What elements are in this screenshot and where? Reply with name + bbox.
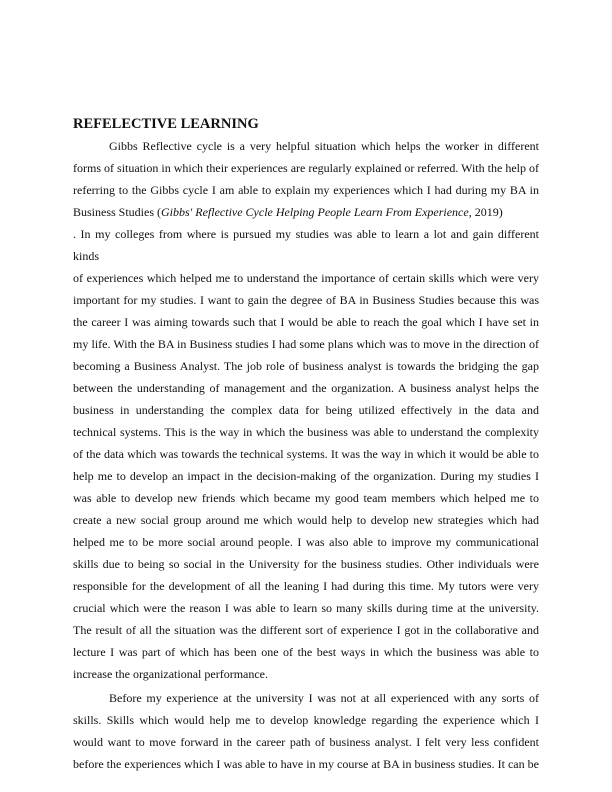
text-line: between the understanding of management and the organization. A business analyst helps the xyxy=(73,381,539,395)
text-line: The result of all the situation was the different sort of experience I got in the collaborative and xyxy=(73,623,539,637)
text-line: lecture I was part of which has been one of the best ways in which the business was able to xyxy=(73,645,539,659)
text-line: crucial which were the reason I was able to learn so many skills during time at the university. xyxy=(73,601,539,615)
text-line: help me to develop an impact in the decision-making of the organization. During my studies I xyxy=(73,469,539,483)
text-line: becoming a Business Analyst. The job role of business analyst is towards the bridging the gap xyxy=(73,359,539,373)
section-heading: REFELECTIVE LEARNING xyxy=(73,116,259,132)
text-line: the career I was aiming towards such that I would be able to reach the goal which I have set in xyxy=(73,315,539,329)
text-line: responsible for the development of all the leaning I had during this time. My tutors were very xyxy=(73,579,539,593)
text-line: referring to the Gibbs cycle I am able to explain my experiences which I had during my BA in xyxy=(73,183,539,197)
body-text xyxy=(73,135,539,775)
text-line: increase the organizational performance. xyxy=(73,667,269,681)
text-line: skills. Skills which would help me to develop knowledge regarding the experience which I xyxy=(73,713,539,727)
citation-title: Gibbs' Reflective Cycle Helping People Learn From Experience, xyxy=(161,205,472,219)
text-line: my life. With the BA in Business studies I had some plans which was to move in the direction of xyxy=(73,337,539,351)
text-line: helped me to be more social around people. I was also able to improve my communicational xyxy=(73,535,539,549)
text-line: forms of situation in which their experiences are regularly explained or referred. With the help of xyxy=(73,161,539,175)
citation-line xyxy=(73,201,539,223)
text-line: skills due to being so social in the University for the business studies. Other individuals were xyxy=(73,557,539,571)
text-line: . In my colleges from where is pursued my studies was able to learn a lot and gain different kinds xyxy=(73,227,539,263)
text-line: before the experiences which I was able to have in my course at BA in business studies. It can be xyxy=(73,757,539,771)
text-line: of experiences which helped me to understand the importance of certain skills which were very xyxy=(73,271,539,285)
citation-prefix: Business Studies ( xyxy=(73,205,162,219)
text-line: business in understanding the complex data for being utilized effectively in the data and xyxy=(73,403,539,417)
text-line: would want to move forward in the career path of business analyst. I felt very less confident xyxy=(73,735,539,749)
text-line: of the data which was towards the technical systems. It was the way in which it would be able to xyxy=(73,447,539,461)
text-line: Before my experience at the university I was not at all experienced with any sorts of xyxy=(109,691,539,705)
text-line: create a new social group around me which would help to develop new strategies which had xyxy=(73,513,539,527)
text-line: was able to develop new friends which became my good team members which helped me to xyxy=(73,491,539,505)
text-line: important for my studies. I want to gain the degree of BA in Business Studies because this was xyxy=(73,293,539,307)
citation-year: 2019) xyxy=(471,205,503,219)
text-line: technical systems. This is the way in which the business was able to understand the complexity xyxy=(73,425,539,439)
text-line: Gibbs Reflective cycle is a very helpful situation which helps the worker in different xyxy=(109,139,539,153)
